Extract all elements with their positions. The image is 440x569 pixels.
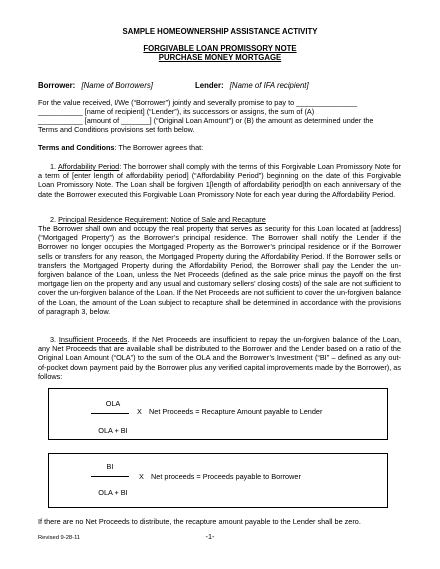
intro-line-2: ___________ [name of recipient] (“Lender”), its successors or assigns, the sum of (A) [38,107,315,116]
formula-1-denominator: OLA + BI [98,426,128,435]
formula-1-numerator: OLA [105,399,121,408]
formula-2-denominator: OLA + BI [98,488,128,497]
formula-1-fraction-bar [91,413,129,414]
formula-2-times: X [139,472,144,481]
lender-value: [Name of IFA recipient] [229,81,309,90]
revision-date: Revised 9-28-11 [38,535,81,541]
section-3-title: Insufficient Proceeds [58,335,128,344]
terms-heading: Terms and Conditions [38,143,115,152]
intro-line-4: Terms and Conditions provisions set forth below. [38,125,195,134]
closing-statement: If there are no Net Proceeds to distribute, the recapture amount payable to the Lender shall be zero. [38,517,361,526]
borrower-line [38,81,153,90]
section-3-number: 3. [50,335,57,344]
section-2-number: 2. [50,215,57,224]
borrower-formula-box [48,453,388,508]
lender-formula-box [48,388,388,440]
formula-2-numerator: BI [106,462,114,471]
terms-heading-line [38,143,203,152]
page-number: -1- [205,532,215,541]
borrower-value: [Name of Borrowers] [81,81,153,90]
formula-1-result: Net Proceeds = Recapture Amount payable to Lender [149,407,323,416]
document-subtitle-mortgage: PURCHASE MONEY MORTGAGE [158,53,282,62]
section-2-title: Principal Residence Requirement [58,215,167,224]
section-2-body: The Borrower shall own and occupy the real property that serves as security for this Loan located at [address] (“Mortgaged Property”) as the Borrower’s principal residence. The Borrower shall notify the Lender if the Borrower no longer occupies the Mortgaged Property as the Borrower’s principal residence or if the Borrower sells or transfers for any reason, the Mortgaged Property during the Affordability Period. If the Borrower sells or transfers the Mortgaged Property during the Affordability Period, the Borrower shall pay the Lender the un-forgiven balance of the Loan, unless the Net Proceeds (defined as the sale price minus the payoff on the first mortgage lien on the property and any usual and customary sellers’ closing costs) of the sale are not sufficient to cover the un-forgiven balance of the Loan. If the Net Proceeds are not sufficient to cover the un-forgiven balance of the Loan, the amount of the Loan subject to recapture shall be determined in accordance with the provisions of paragraph 3, below. [38,224,401,316]
lender-label: Lender: [195,81,224,90]
section-2-title-rest: : Notice of Sale and Recapture [166,215,266,224]
terms-lead: : The Borrower agrees that: [114,143,204,152]
section-1-title: Affordability Period [57,162,120,171]
section-3-body: . If the Net Proceeds are insufficient to repay the un-forgiven balance of the Loan, any Net Proceeds that are available shall be distributed to the Borrower and the Lender based on a ratio of the Original Loan Amount (“OLA”) to the sum of the OLA and the Borrower’s Investment (“BI” – defined as any out-of-pocket down payment paid by the Borrower plus any verified capital improvements made by the Borrower), as follows: [38,335,401,381]
section-insufficient-proceeds [38,335,401,381]
document-subtitle-note: FORGIVABLE LOAN PROMISSORY NOTE [143,44,297,53]
section-1-body: : The borrower shall comply with the terms of this Forgivable Loan Promissory Note for a term of [enter length of affordability period] (“Affordability Period”) beginning on the date of this Forgivable Loan Promissory Note. The Loan shall be forgiven 1[length of affordability period]th on each anniversary of the date the Borrower executed this Forgivable Loan Promissory Note for each year during the Affordability Period. [38,162,401,199]
formula-1-times: X [137,407,142,416]
lender-line [195,81,309,90]
intro-line-3: ___________ [amount of _______] (“Original Loan Amount”) or (B) the amount as determined under the [38,116,374,125]
section-1-number: 1. [50,162,57,171]
document-title: SAMPLE HOMEOWNERSHIP ASSISTANCE ACTIVITY [122,27,318,36]
section-residence [38,215,401,224]
section-affordability [38,162,401,199]
intro-line-1: For the value received, I/We (“Borrower”) jointly and severally promise to pay to _______________ [38,98,358,107]
formula-2-fraction-bar [91,476,129,477]
borrower-label: Borrower: [38,81,76,90]
formula-2-result: Net proceeds = Proceeds payable to Borrower [151,472,301,481]
